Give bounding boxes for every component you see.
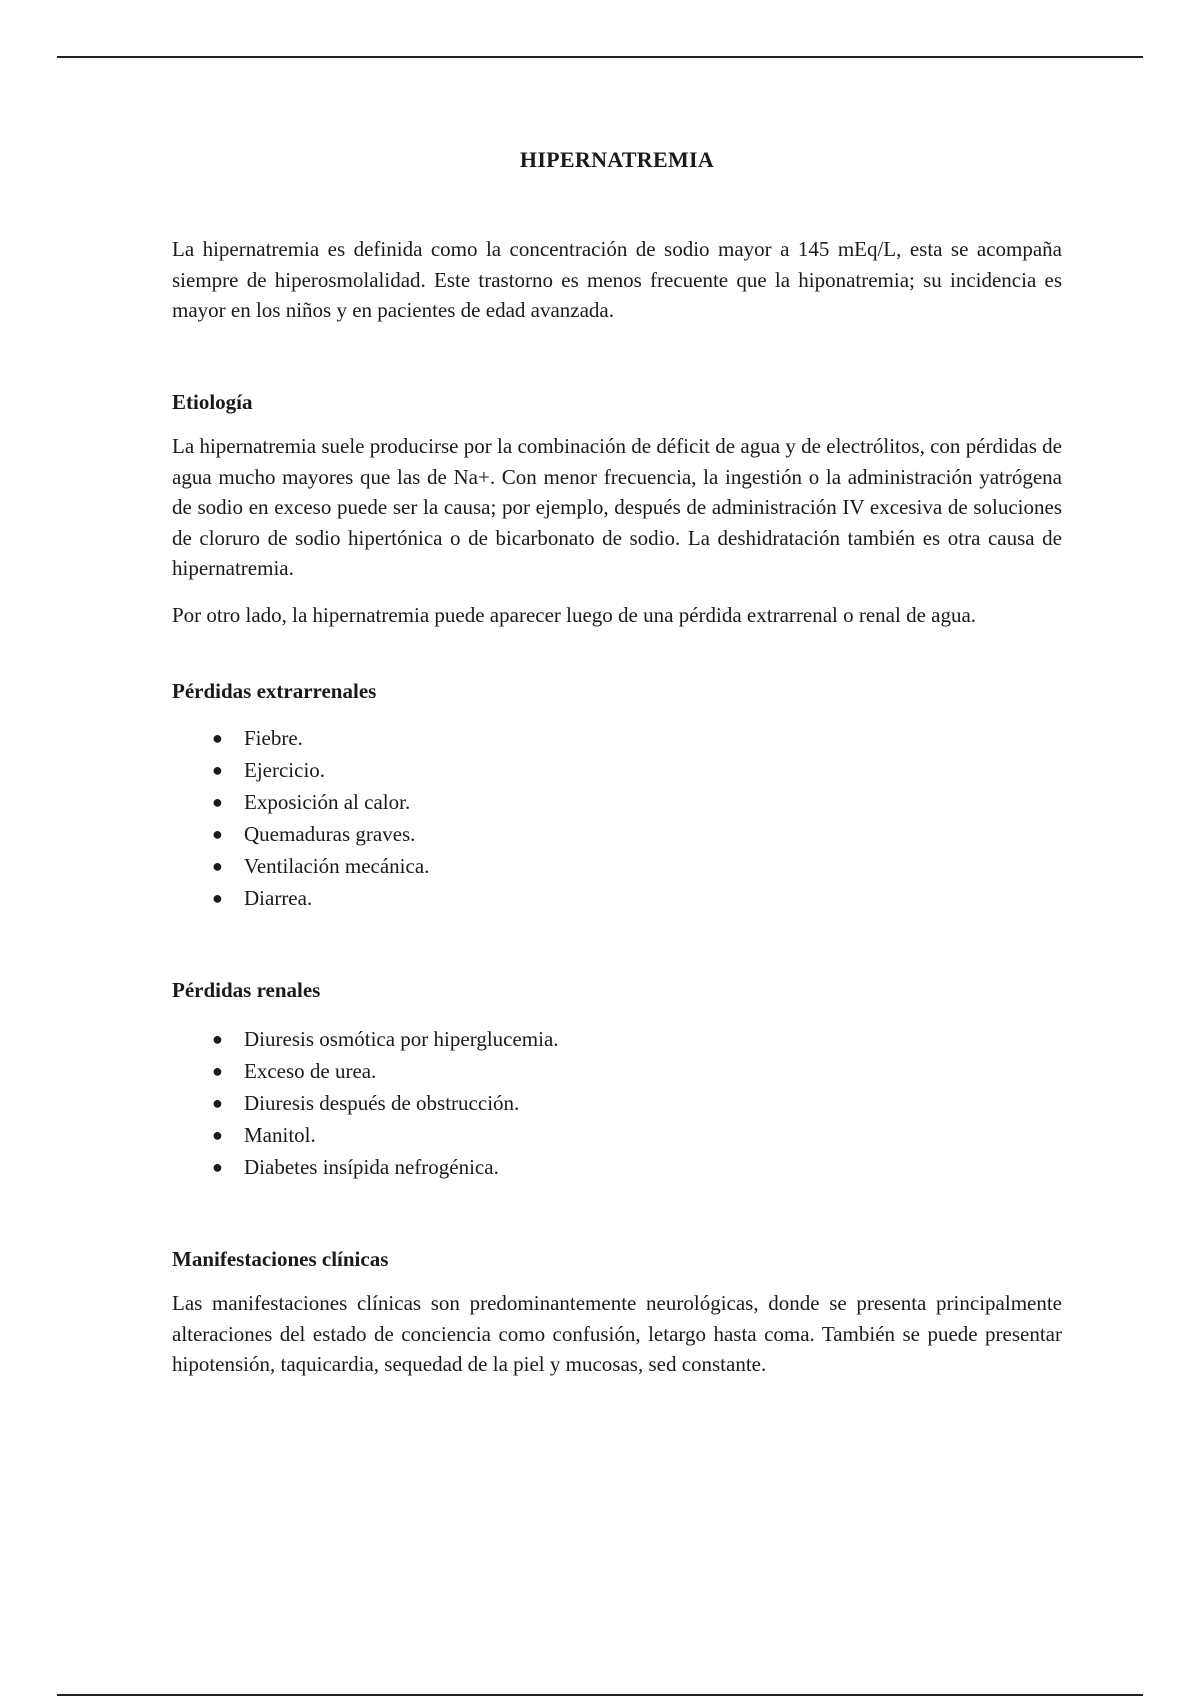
- bullet-icon: ●: [212, 728, 223, 748]
- list-item: ● Diuresis osmótica por hiperglucemia.: [172, 1023, 1062, 1055]
- bullet-icon: ●: [212, 1157, 223, 1177]
- list-item: ● Quemaduras graves.: [172, 818, 1062, 850]
- list-item: ● Exceso de urea.: [172, 1055, 1062, 1087]
- bullet-icon: ●: [212, 1125, 223, 1145]
- bottom-rule: [57, 1694, 1143, 1696]
- bullet-icon: ●: [212, 1061, 223, 1081]
- bullet-icon: ●: [212, 1093, 223, 1113]
- renales-list: [172, 1023, 1062, 1183]
- bullet-icon: ●: [212, 760, 223, 780]
- list-item: ● Diuresis después de obstrucción.: [172, 1087, 1062, 1119]
- list-item: ● Ejercicio.: [172, 754, 1062, 786]
- section-heading-renales: Pérdidas renales: [172, 978, 321, 1002]
- etiologia-paragraph-1: La hipernatremia suele producirse por la combinación de déficit de agua y de electrólitos, con pérdidas de agua mucho mayores que las de Na+. Con menor frecuencia, la ingestión o la administración yatrógena de sodio en exceso puede ser la causa; por ejemplo, después de administración IV excesiva de soluciones de cloruro de sodio hipertónica o de bicarbonato de sodio. La deshidratación también es otra causa de hipernatremia.: [172, 434, 1062, 580]
- extrarrenales-list: [172, 722, 1062, 914]
- bullet-icon: ●: [212, 792, 223, 812]
- section-heading-extrarrenales: Pérdidas extrarrenales: [172, 679, 377, 703]
- bullet-icon: ●: [212, 856, 223, 876]
- list-item: ● Ventilación mecánica.: [172, 850, 1062, 882]
- list-item: ● Diarrea.: [172, 882, 1062, 914]
- list-item: ● Diabetes insípida nefrogénica.: [172, 1151, 1062, 1183]
- list-item: ● Manitol.: [172, 1119, 1062, 1151]
- section-heading-manifestaciones: Manifestaciones clínicas: [172, 1247, 389, 1271]
- bullet-icon: ●: [212, 888, 223, 908]
- manifestaciones-paragraph: Las manifestaciones clínicas son predominantemente neurológicas, donde se presenta principalmente alteraciones del estado de conciencia como confusión, letargo hasta coma. También se puede presentar hipotensión, taquicardia, sequedad de la piel y mucosas, sed constante.: [172, 1291, 1062, 1376]
- bullet-icon: ●: [212, 1029, 223, 1049]
- list-item: ● Fiebre.: [172, 722, 1062, 754]
- list-item: ● Exposición al calor.: [172, 786, 1062, 818]
- section-heading-etiologia: Etiología: [172, 390, 253, 414]
- document-title: HIPERNATREMIA: [519, 147, 715, 172]
- top-rule: [57, 56, 1143, 58]
- etiologia-paragraph-2: Por otro lado, la hipernatremia puede aparecer luego de una pérdida extrarrenal o renal de agua.: [172, 603, 977, 627]
- bullet-icon: ●: [212, 824, 223, 844]
- intro-paragraph: La hipernatremia es definida como la concentración de sodio mayor a 145 mEq/L, esta se acompaña siempre de hiperosmolalidad. Este trastorno es menos frecuente que la hiponatremia; su incidencia es mayor en los niños y en pacientes de edad avanzada.: [172, 237, 1062, 322]
